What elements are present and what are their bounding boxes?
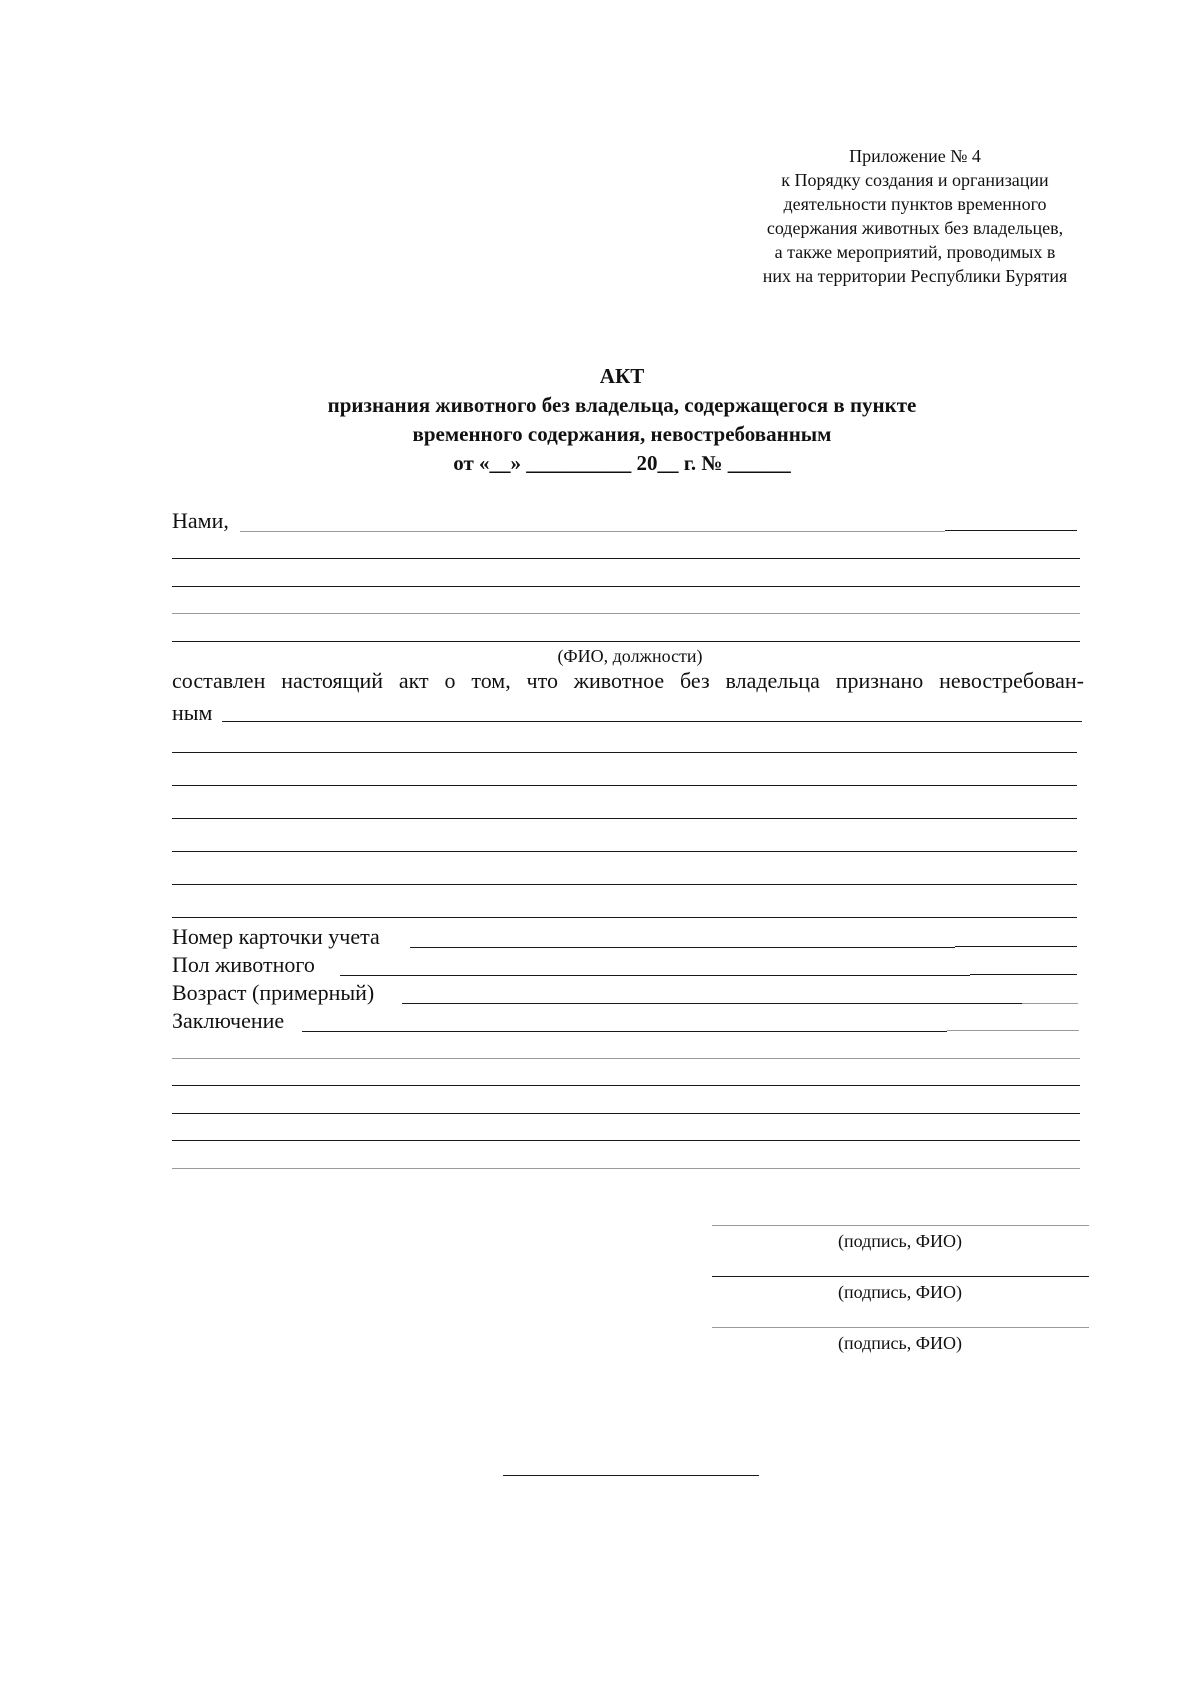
signature-caption: (подпись, ФИО) <box>838 1333 962 1353</box>
conclusion-blank-line[interactable] <box>172 1168 1080 1169</box>
age-field[interactable] <box>402 1003 1022 1004</box>
card-number-field[interactable] <box>410 947 955 948</box>
conclusion-blank-line[interactable] <box>172 1085 1080 1086</box>
signature-line[interactable] <box>712 1225 1089 1226</box>
age-label: Возраст (примерный) <box>172 980 375 1005</box>
nami-blank-line[interactable] <box>240 531 945 532</box>
title-heading: АКТ <box>599 364 645 388</box>
fio-blank-line[interactable] <box>172 613 1080 614</box>
title-line-1: признания животного без владельца, содержащегося в пункте <box>327 393 917 417</box>
conclusion-label: Заключение <box>172 1008 285 1033</box>
title-date-number: от «__» __________ 20__ г. № ______ <box>453 451 791 475</box>
age-field-end[interactable] <box>1022 1003 1078 1004</box>
description-blank-line[interactable] <box>172 752 1077 753</box>
title-line-2: временного содержания, невостребованным <box>412 422 832 446</box>
card-number-field-end[interactable] <box>955 946 1077 947</box>
fio-blank-line[interactable] <box>172 586 1080 587</box>
sex-field[interactable] <box>340 975 970 976</box>
statement-text: составлен настоящий акт о том, что животное без владельца признано невостребован- <box>172 668 1084 693</box>
statement-blank-line[interactable] <box>222 721 1082 722</box>
signature-caption: (подпись, ФИО) <box>838 1282 962 1302</box>
signature-line[interactable] <box>712 1276 1089 1277</box>
description-blank-line[interactable] <box>172 818 1077 819</box>
signature-caption: (подпись, ФИО) <box>838 1231 962 1251</box>
description-blank-line[interactable] <box>172 851 1077 852</box>
card-number-label: Номер карточки учета <box>172 924 380 949</box>
appendix-header <box>740 144 1090 288</box>
appendix-line: Приложение № 4 <box>849 146 981 166</box>
description-blank-line[interactable] <box>172 785 1077 786</box>
closing-divider <box>503 1475 759 1476</box>
conclusion-blank-line[interactable] <box>172 1113 1080 1114</box>
nami-blank-line-end[interactable] <box>945 530 1077 531</box>
signature-line[interactable] <box>712 1327 1089 1328</box>
conclusion-blank-line[interactable] <box>172 1058 1080 1059</box>
appendix-line: деятельности пунктов временного <box>783 194 1047 214</box>
fio-blank-line[interactable] <box>172 641 1080 642</box>
appendix-line: к Порядку создания и организации <box>781 170 1049 190</box>
fio-blank-line[interactable] <box>172 558 1080 559</box>
statement-text-end: ным <box>172 700 213 725</box>
conclusion-field-end[interactable] <box>947 1030 1079 1031</box>
conclusion-blank-line[interactable] <box>172 1140 1080 1141</box>
appendix-line: а также мероприятий, проводимых в <box>774 242 1056 262</box>
sex-field-end[interactable] <box>970 974 1077 975</box>
document-title <box>172 362 1072 478</box>
description-blank-line[interactable] <box>172 917 1077 918</box>
fio-caption: (ФИО, должности) <box>557 646 703 666</box>
appendix-line: содержания животных без владельцев, <box>766 218 1064 238</box>
appendix-line: них на территории Республики Бурятия <box>762 266 1068 286</box>
conclusion-field[interactable] <box>302 1031 947 1032</box>
description-blank-line[interactable] <box>172 884 1077 885</box>
nami-label: Нами, <box>172 508 229 533</box>
sex-label: Пол животного <box>172 952 315 977</box>
